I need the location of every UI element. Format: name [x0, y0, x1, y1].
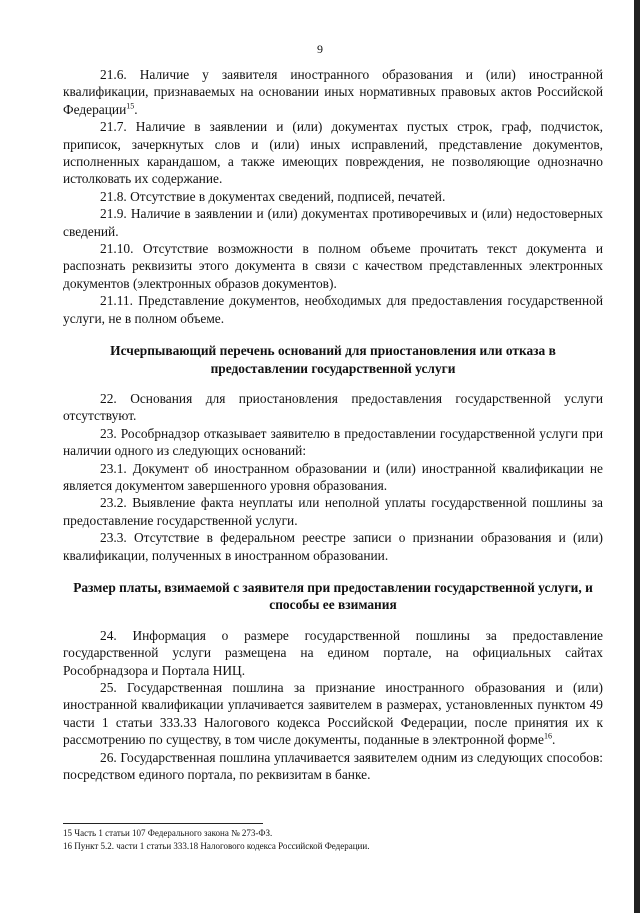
- paragraph-text: 21.6. Наличие у заявителя иностранного образования и (или) иностранной квалификации, признаваемых на основании иных нормативных правовых актов Российской Федерации: [63, 67, 603, 117]
- paragraph-23-2: 23.2. Выявление факта неуплаты или неполной уплаты государственной пошлины за предоставление государственной услуги.: [63, 495, 603, 528]
- paragraph-23-3: 23.3. Отсутствие в федеральном реестре записи о признании образования и (или) квалификации, полученных в иностранном образовании.: [63, 530, 603, 563]
- paragraph-24: 24. Информация о размере государственной пошлины за предоставление государственной услуги размещена на едином портале, на официальных сайтах Рособрнадзора и Портала НИЦ.: [63, 627, 603, 678]
- paragraph-22: 22. Основания для приостановления предоставления государственной услуги отсутствуют.: [63, 390, 603, 424]
- footnote-ref: 16: [543, 731, 552, 741]
- paragraph-23-1: 23.1. Документ об иностранном образовании и (или) иностранной квалификации не является документом завершенного уровня образования.: [63, 460, 603, 493]
- paragraph-21-11: 21.11. Представление документов, необходимых для предоставления государственной услуги, не в полном объеме.: [63, 293, 603, 326]
- section-heading: Размер платы, взимаемой с заявителя при предоставлении государственной услуги, и способы ее взимания: [73, 579, 593, 613]
- footnotes: [63, 827, 603, 853]
- paragraph-21-7: 21.7. Наличие в заявлении и (или) документах пустых строк, граф, подчисток, приписок, зачеркнутых слов и (или) иных исправлений, представление документов, исполненных карандашом, а также имеющих повреждения, не позволяющие однозначно истолковать их содержание.: [63, 119, 603, 187]
- footnote-ref: 15: [126, 101, 135, 111]
- paragraph-25: 25. Государственная пошлина за признание иностранного образования и (или) иностранной квалификации уплачивается заявителем в размерах, установленных пунктом 49 части 1 статьи 333.33 Налогового кодекса Российской Федерации, после принятия их к рассмотрению по существу, в том числе документы, поданные в электронной форме$^{16}$.: [63, 680, 603, 748]
- paragraph-23: 23. Рособрнадзор отказывает заявителю в предоставлении государственной услуги при наличии одного из следующих оснований:: [63, 425, 603, 459]
- paragraph-21-10: 21.10. Отсутствие возможности в полном объеме прочитать текст документа и распознать реквизиты этого документа в связи с качеством представленных электронных документов (электронных образов документов).: [63, 241, 603, 291]
- document-body: [63, 66, 603, 783]
- paragraph-21-8: 21.8. Отсутствие в документах сведений, подписей, печатей.: [100, 188, 446, 204]
- footnote-15: 15 Часть 1 статьи 107 Федерального закона № 273-ФЗ.: [63, 828, 273, 838]
- footnote-16: 16 Пункт 5.2. части 1 статьи 333.18 Налогового кодекса Российской Федерации.: [63, 841, 370, 851]
- footnote-divider: [63, 823, 263, 824]
- paragraph-21-9: 21.9. Наличие в заявлении и (или) документах противоречивых и (или) недостоверных сведений.: [63, 206, 603, 239]
- paragraph-26: 26. Государственная пошлина уплачивается заявителем одним из следующих способов: посредством единого портала, по реквизитам в банке.: [63, 749, 603, 783]
- section-heading: Исчерпывающий перечень оснований для приостановления или отказа в предоставлении государственной услуги: [110, 343, 556, 376]
- paragraph-text: 25. Государственная пошлина за признание иностранного образования и (или) иностранной квалификации уплачивается заявителем в размерах, установленных пунктом 49 части 1 статьи 333.33 Налогового кодекса Российской Федерации, после принятия их к рассмотрению по существу, в том числе документы, поданные в электронной форме: [63, 680, 603, 748]
- page-number: 9: [317, 42, 323, 56]
- scan-edge: [634, 0, 640, 913]
- paragraph-21-6: 21.6. Наличие у заявителя иностранного образования и (или) иностранной квалификации, признаваемых на основании иных нормативных правовых актов Российской Федерации$^{15}$.: [63, 67, 603, 117]
